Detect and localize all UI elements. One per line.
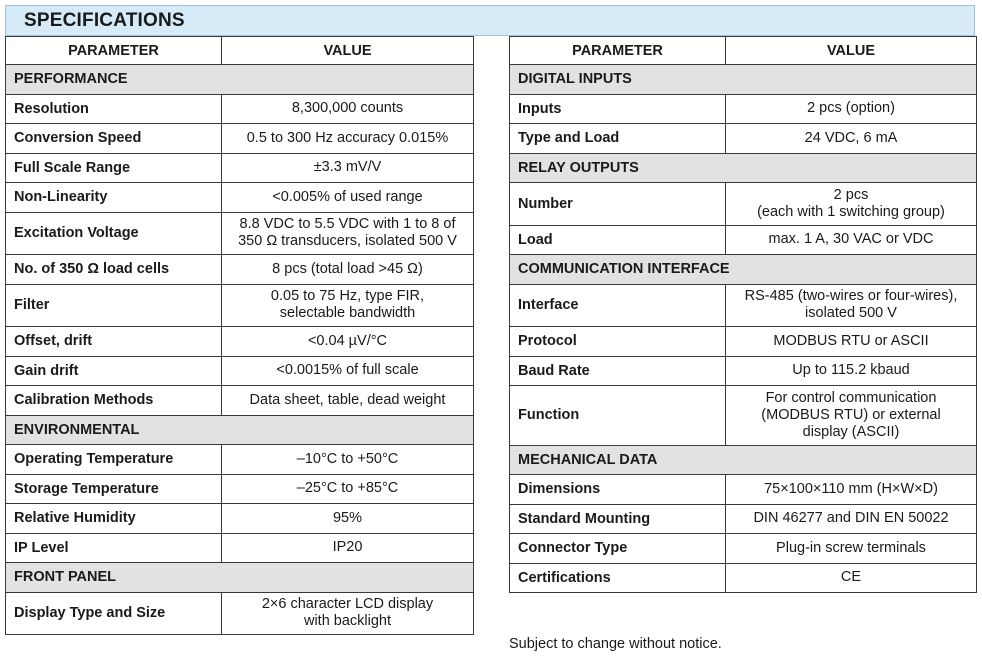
parameter-cell: No. of 350 Ω load cells bbox=[6, 255, 222, 285]
parameter-cell: Function bbox=[510, 386, 726, 446]
value-cell bbox=[222, 445, 474, 475]
value-line: 2×6 character LCD display bbox=[261, 596, 434, 613]
value-cell bbox=[222, 592, 474, 635]
table-row bbox=[6, 183, 474, 213]
parameter-cell: Baud Rate bbox=[510, 356, 726, 386]
table-row bbox=[510, 327, 977, 357]
parameter-cell: Certifications bbox=[510, 563, 726, 593]
table-row bbox=[6, 592, 474, 635]
value-header: VALUE bbox=[726, 37, 977, 65]
value-cell bbox=[726, 327, 977, 357]
table-row bbox=[6, 386, 474, 416]
table-row bbox=[6, 124, 474, 154]
section-title: COMMUNICATION INTERFACE bbox=[510, 255, 977, 285]
value-line: max. 1 A, 30 VAC or VDC bbox=[768, 231, 934, 248]
table-row bbox=[6, 445, 474, 475]
value-cell bbox=[726, 284, 977, 327]
value-line: 95% bbox=[332, 509, 363, 526]
value-line: selectable bandwidth bbox=[279, 305, 416, 322]
value-line: isolated 500 V bbox=[805, 305, 897, 322]
table-header-row bbox=[6, 37, 474, 65]
section-header-row bbox=[510, 153, 977, 183]
value-line: <0.0015% of full scale bbox=[276, 362, 419, 379]
section-header-row bbox=[510, 255, 977, 285]
page-title: SPECIFICATIONS bbox=[24, 10, 185, 31]
section-header-row bbox=[510, 445, 977, 475]
table-row bbox=[6, 474, 474, 504]
value-line: –25°C to +85°C bbox=[296, 480, 399, 497]
value-line: Plug-in screw terminals bbox=[776, 539, 926, 556]
value-header: VALUE bbox=[222, 37, 474, 65]
table-row bbox=[6, 327, 474, 357]
value-line: DIN 46277 and DIN EN 50022 bbox=[753, 510, 949, 527]
value-cell bbox=[222, 183, 474, 213]
value-cell bbox=[726, 563, 977, 593]
value-cell bbox=[726, 534, 977, 564]
table-row bbox=[6, 94, 474, 124]
section-title: MECHANICAL DATA bbox=[510, 445, 977, 475]
value-cell bbox=[222, 255, 474, 285]
table-row bbox=[510, 534, 977, 564]
section-title: ENVIRONMENTAL bbox=[6, 415, 474, 445]
value-cell bbox=[222, 533, 474, 563]
value-line: 350 Ω transducers, isolated 500 V bbox=[238, 233, 457, 250]
parameter-cell: Non-Linearity bbox=[6, 183, 222, 213]
value-line: Up to 115.2 kbaud bbox=[792, 362, 910, 379]
value-cell bbox=[222, 94, 474, 124]
parameter-header: PARAMETER bbox=[510, 37, 726, 65]
parameter-cell: Resolution bbox=[6, 94, 222, 124]
parameter-cell: Inputs bbox=[510, 94, 726, 124]
value-line: ±3.3 mV/V bbox=[313, 159, 382, 176]
section-header-row bbox=[6, 415, 474, 445]
section-header-row bbox=[510, 65, 977, 95]
parameter-cell: Calibration Methods bbox=[6, 386, 222, 416]
value-cell bbox=[726, 94, 977, 124]
value-cell bbox=[222, 284, 474, 327]
value-line: (each with 1 switching group) bbox=[757, 203, 945, 220]
parameter-cell: Protocol bbox=[510, 327, 726, 357]
table-row bbox=[6, 284, 474, 327]
value-cell bbox=[726, 386, 977, 446]
value-line: 24 VDC, 6 mA bbox=[804, 129, 898, 146]
value-cell bbox=[222, 212, 474, 255]
table-row bbox=[6, 504, 474, 534]
value-line: <0.04 µV/°C bbox=[307, 332, 388, 349]
table-row bbox=[510, 225, 977, 255]
table-row bbox=[510, 563, 977, 593]
value-line: 2 pcs bbox=[833, 186, 869, 203]
value-line: <0.005% of used range bbox=[272, 188, 423, 205]
parameter-cell: Offset, drift bbox=[6, 327, 222, 357]
parameter-cell: Dimensions bbox=[510, 475, 726, 505]
section-title: RELAY OUTPUTS bbox=[510, 153, 977, 183]
section-title: DIGITAL INPUTS bbox=[510, 65, 977, 95]
parameter-cell: Storage Temperature bbox=[6, 474, 222, 504]
table-row bbox=[6, 356, 474, 386]
value-cell bbox=[726, 225, 977, 255]
value-cell bbox=[222, 356, 474, 386]
value-line: For control communication bbox=[765, 389, 937, 406]
value-cell bbox=[726, 356, 977, 386]
title-bar bbox=[5, 5, 975, 36]
value-cell bbox=[222, 386, 474, 416]
value-line: 0.5 to 300 Hz accuracy 0.015% bbox=[246, 129, 449, 146]
value-line: IP20 bbox=[332, 539, 363, 556]
right-spec-table bbox=[509, 36, 977, 593]
parameter-cell: Full Scale Range bbox=[6, 153, 222, 183]
value-cell bbox=[222, 504, 474, 534]
value-line: MODBUS RTU or ASCII bbox=[773, 332, 929, 349]
parameter-cell: Connector Type bbox=[510, 534, 726, 564]
table-row bbox=[510, 475, 977, 505]
left-spec-table bbox=[5, 36, 474, 635]
table-row bbox=[6, 212, 474, 255]
parameter-cell: Interface bbox=[510, 284, 726, 327]
table-header-row bbox=[510, 37, 977, 65]
table-row bbox=[510, 356, 977, 386]
value-cell bbox=[222, 153, 474, 183]
section-header-row bbox=[6, 65, 474, 95]
footnote: Subject to change without notice. bbox=[509, 636, 722, 652]
value-line: 8.8 VDC to 5.5 VDC with 1 to 8 of bbox=[239, 216, 456, 233]
value-cell bbox=[726, 183, 977, 226]
parameter-cell: Filter bbox=[6, 284, 222, 327]
value-line: 2 pcs (option) bbox=[807, 100, 895, 117]
parameter-cell: Conversion Speed bbox=[6, 124, 222, 154]
value-line: display (ASCII) bbox=[802, 423, 900, 440]
table-row bbox=[510, 386, 977, 446]
value-line: 8 pcs (total load >45 Ω) bbox=[272, 260, 423, 277]
value-line: –10°C to +50°C bbox=[296, 450, 399, 467]
parameter-cell: Gain drift bbox=[6, 356, 222, 386]
parameter-cell: IP Level bbox=[6, 533, 222, 563]
table-row bbox=[6, 533, 474, 563]
value-line: (MODBUS RTU) or external bbox=[761, 406, 941, 423]
parameter-cell: Number bbox=[510, 183, 726, 226]
value-line: RS-485 (two-wires or four-wires), bbox=[744, 288, 958, 305]
parameter-header: PARAMETER bbox=[6, 37, 222, 65]
parameter-cell: Type and Load bbox=[510, 124, 726, 154]
value-line: 0.05 to 75 Hz, type FIR, bbox=[270, 288, 425, 305]
section-title: FRONT PANEL bbox=[6, 563, 474, 593]
value-line: CE bbox=[840, 569, 862, 586]
table-row bbox=[510, 94, 977, 124]
value-line: 8,300,000 counts bbox=[291, 100, 404, 117]
table-row bbox=[510, 504, 977, 534]
parameter-cell: Excitation Voltage bbox=[6, 212, 222, 255]
table-row bbox=[510, 183, 977, 226]
parameter-cell: Relative Humidity bbox=[6, 504, 222, 534]
value-cell bbox=[726, 475, 977, 505]
parameter-cell: Display Type and Size bbox=[6, 592, 222, 635]
value-cell bbox=[726, 124, 977, 154]
value-line: Data sheet, table, dead weight bbox=[249, 391, 446, 408]
parameter-cell: Standard Mounting bbox=[510, 504, 726, 534]
value-cell bbox=[726, 504, 977, 534]
value-line: with backlight bbox=[303, 613, 392, 630]
table-row bbox=[510, 284, 977, 327]
section-title: PERFORMANCE bbox=[6, 65, 474, 95]
parameter-cell: Load bbox=[510, 225, 726, 255]
value-cell bbox=[222, 327, 474, 357]
table-row bbox=[510, 124, 977, 154]
value-cell bbox=[222, 124, 474, 154]
table-row bbox=[6, 255, 474, 285]
table-row bbox=[6, 153, 474, 183]
value-cell bbox=[222, 474, 474, 504]
section-header-row bbox=[6, 563, 474, 593]
value-line: 75×100×110 mm (H×W×D) bbox=[764, 480, 938, 497]
parameter-cell: Operating Temperature bbox=[6, 445, 222, 475]
